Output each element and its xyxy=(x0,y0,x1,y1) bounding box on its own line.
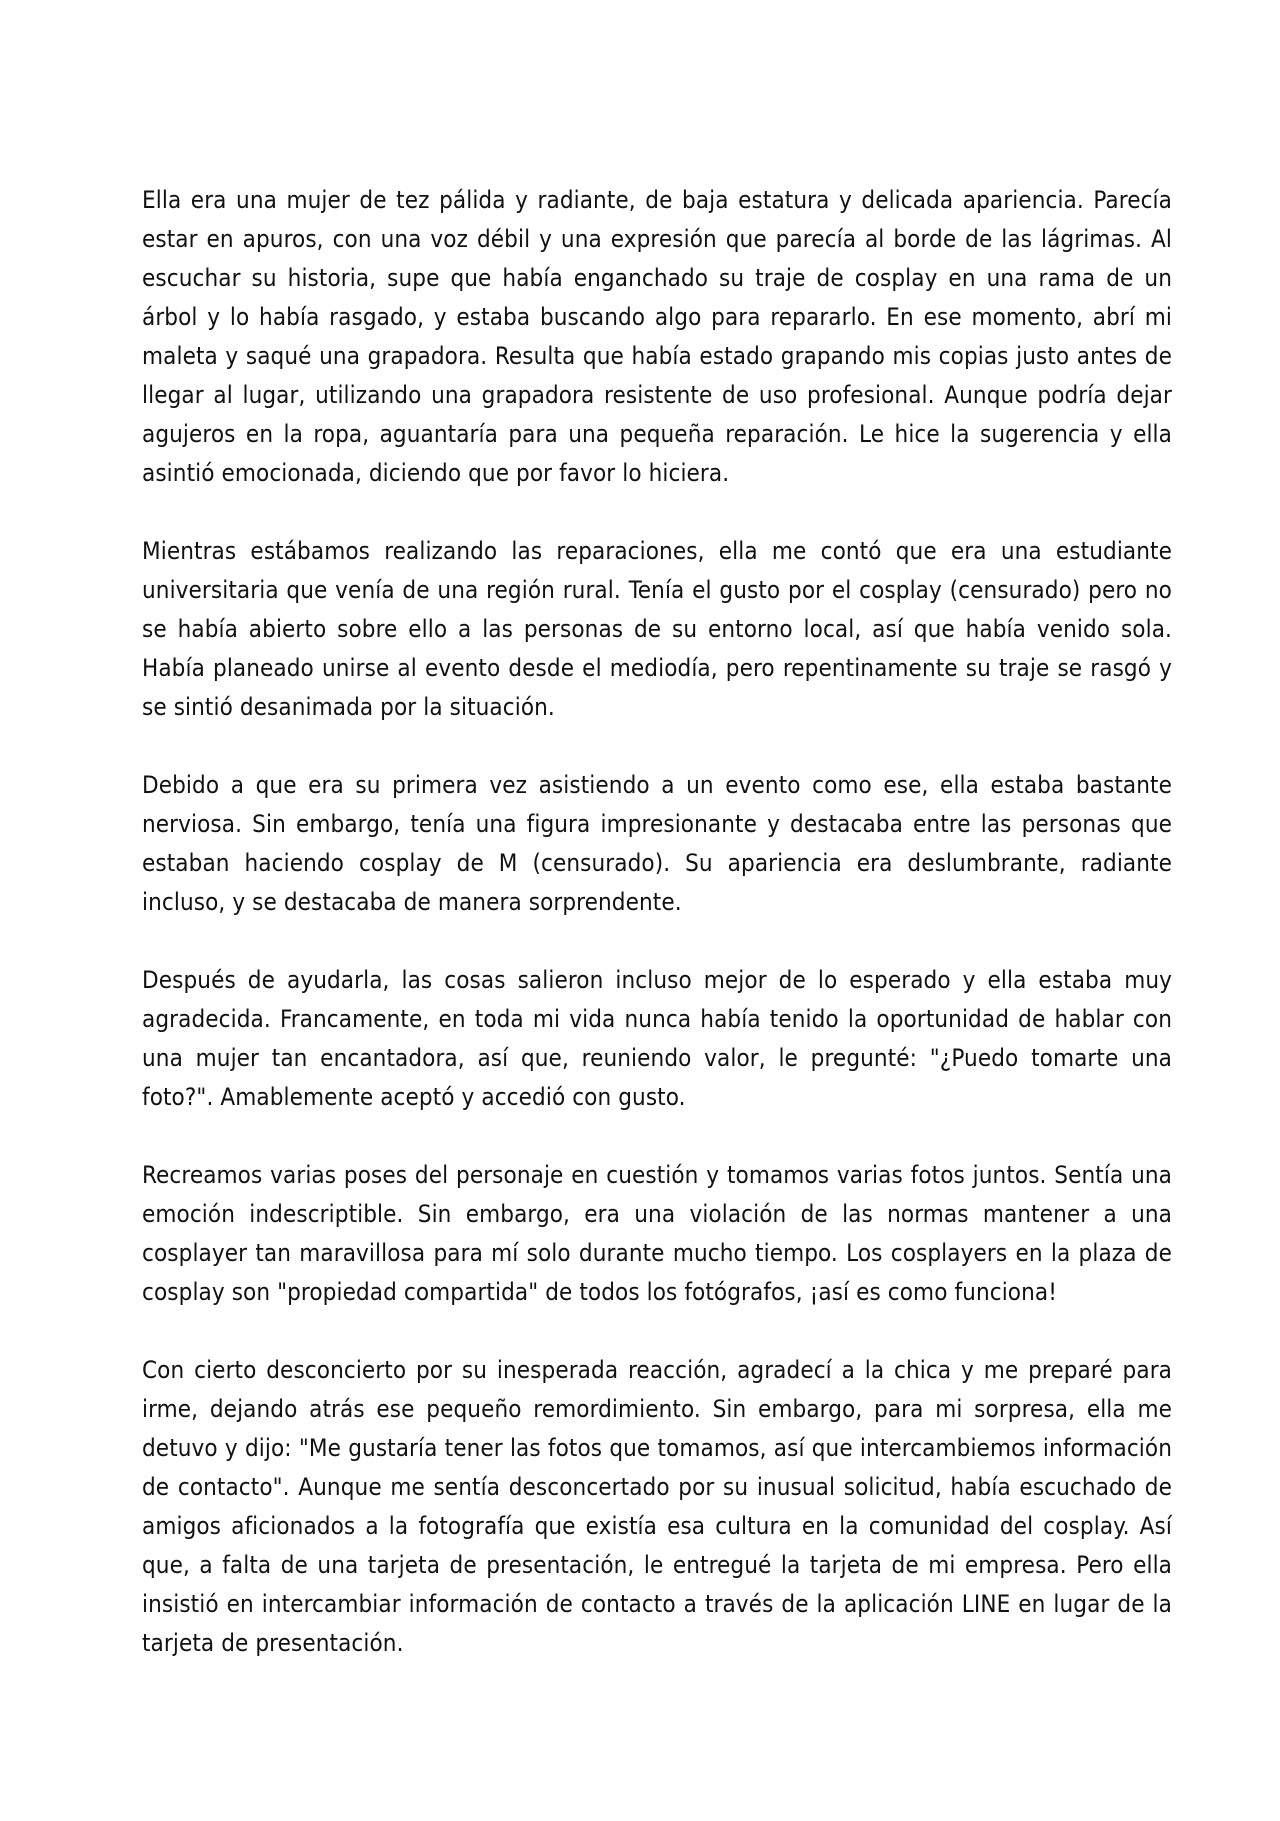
paragraph-3: Debido a que era su primera vez asistiendo a un evento como ese, ella estaba bastante nerviosa. Sin embargo, tenía una figura impresionante y destacaba entre las personas que estaban haciendo cosplay de M (censurado). Su apariencia era deslumbrante, radiante incluso, y se destacaba de manera sorprendente. xyxy=(142,771,1172,916)
paragraph-4: Después de ayudarla, las cosas salieron incluso mejor de lo esperado y ella estaba muy agradecida. Francamente, en toda mi vida nunca había tenido la oportunidad de hablar con una mujer tan encantadora, así que, reuniendo valor, le pregunté: "¿Puedo tomarte una foto?". Amablemente aceptó y accedió con gusto. xyxy=(142,966,1172,1111)
document-body xyxy=(142,181,1172,1702)
paragraph-6: Con cierto desconcierto por su inesperada reacción, agradecí a la chica y me preparé para irme, dejando atrás ese pequeño remordimiento. Sin embargo, para mi sorpresa, ella me detuvo y dijo: "Me gustaría tener las fotos que tomamos, así que intercambiemos información de contacto". Aunque me sentía desconcertado por su inusual solicitud, había escuchado de amigos aficionados a la fotografía que existía esa cultura en la comunidad del cosplay. Así que, a falta de una tarjeta de presentación, le entregué la tarjeta de mi empresa. Pero ella insistió en intercambiar información de contacto a través de la aplicación LINE en lugar de la tarjeta de presentación. xyxy=(142,1356,1172,1657)
paragraph-2: Mientras estábamos realizando las reparaciones, ella me contó que era una estudiante universitaria que venía de una región rural. Tenía el gusto por el cosplay (censurado) pero no se había abierto sobre ello a las personas de su entorno local, así que había venido sola. Había planeado unirse al evento desde el mediodía, pero repentinamente su traje se rasgó y se sintió desanimada por la situación. xyxy=(142,537,1172,721)
paragraph-1: Ella era una mujer de tez pálida y radiante, de baja estatura y delicada apariencia. Parecía estar en apuros, con una voz débil y una expresión que parecía al borde de las lágrimas. Al escuchar su historia, supe que había enganchado su traje de cosplay en una rama de un árbol y lo había rasgado, y estaba buscando algo para repararlo. En ese momento, abrí mi maleta y saqué una grapadora. Resulta que había estado grapando mis copias justo antes de llegar al lugar, utilizando una grapadora resistente de uso profesional. Aunque podría dejar agujeros en la ropa, aguantaría para una pequeña reparación. Le hice la sugerencia y ella asintió emocionada, diciendo que por favor lo hiciera. xyxy=(142,186,1172,487)
paragraph-5: Recreamos varias poses del personaje en cuestión y tomamos varias fotos juntos. Sentía una emoción indescriptible. Sin embargo, era una violación de las normas mantener a una cosplayer tan maravillosa para mí solo durante mucho tiempo. Los cosplayers en la plaza de cosplay son "propiedad compartida" de todos los fotógrafos, ¡así es como funciona! xyxy=(142,1161,1172,1306)
